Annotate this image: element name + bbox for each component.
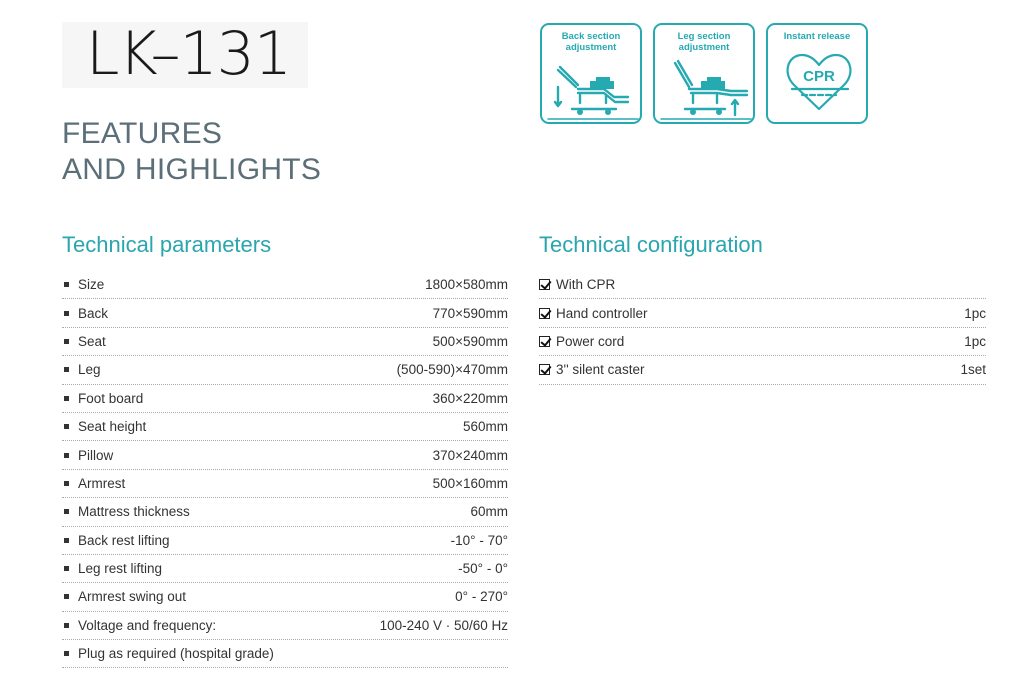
back-section-card (540, 23, 642, 124)
config-label: With CPR (556, 277, 616, 293)
checkbox-checked-icon (539, 336, 550, 347)
features-heading (62, 116, 321, 188)
param-row (62, 328, 508, 356)
param-value: 100-240 V · 50/60 Hz (379, 617, 508, 633)
bullet-icon (64, 367, 69, 372)
bullet-icon (64, 424, 69, 429)
param-row (62, 583, 508, 611)
param-label: Back (78, 305, 109, 321)
param-label: Voltage and frequency: (78, 617, 217, 633)
param-value: 770×590mm (432, 305, 508, 321)
param-label: Pillow (78, 447, 114, 463)
model-number: LK–131 (86, 19, 291, 89)
param-label: Leg (78, 362, 101, 378)
config-value: 1set (960, 362, 986, 378)
param-label: Seat height (78, 419, 147, 435)
param-label: Mattress thickness (78, 504, 190, 520)
param-row (62, 470, 508, 498)
checkbox-checked-icon (539, 364, 550, 375)
config-value: 1pc (964, 305, 986, 321)
config-row (539, 328, 986, 356)
config-label: Hand controller (556, 305, 648, 321)
param-value: -50° - 0° (458, 561, 508, 577)
param-row (62, 271, 508, 299)
bullet-icon (64, 282, 69, 287)
cpr-badge: CPR (803, 68, 835, 85)
features-line-1: FEATURES (62, 117, 223, 150)
param-row (62, 612, 508, 640)
param-label: Foot board (78, 390, 144, 406)
leg-section-caption: Leg section adjustment (677, 31, 731, 53)
config-value: 1pc (964, 333, 986, 349)
param-value: 560mm (462, 419, 508, 435)
param-value: -10° - 70° (450, 532, 508, 548)
back-section-caption: Back section adjustment (561, 31, 621, 53)
param-label: Leg rest lifting (78, 561, 163, 577)
param-row (62, 441, 508, 469)
bullet-icon (64, 509, 69, 514)
bullet-icon (64, 453, 69, 458)
cpr-heart-icon (768, 25, 870, 126)
back-section-adjust-icon (542, 25, 644, 126)
param-value: (500-590)×470mm (396, 362, 508, 378)
bullet-icon (64, 339, 69, 344)
feature-icons (540, 23, 868, 124)
param-value: 360×220mm (432, 390, 508, 406)
param-label: Size (78, 277, 105, 293)
config-label: Power cord (556, 333, 625, 349)
instant-release-caption: Instant release (783, 31, 851, 42)
param-value: 60mm (470, 504, 508, 520)
param-value: 0° - 270° (455, 589, 508, 605)
param-row (62, 498, 508, 526)
technical-configuration-list (539, 271, 986, 385)
param-row (62, 356, 508, 384)
param-value: 500×590mm (432, 333, 508, 349)
leg-section-adjust-icon (655, 25, 757, 126)
param-row (62, 640, 508, 668)
features-line-2: AND HIGHLIGHTS (62, 153, 322, 186)
bullet-icon (64, 396, 69, 401)
param-row (62, 527, 508, 555)
param-row (62, 385, 508, 413)
param-value: 370×240mm (432, 447, 508, 463)
config-label: 3'' silent caster (556, 362, 645, 378)
config-row (539, 356, 986, 384)
bullet-icon (64, 311, 69, 316)
param-label: Plug as required (hospital grade) (78, 646, 274, 662)
technical-parameters-title: Technical parameters (62, 232, 272, 257)
bullet-icon (64, 481, 69, 486)
technical-parameters-list (62, 271, 508, 668)
bullet-icon (64, 651, 69, 656)
technical-configuration-title: Technical configuration (539, 232, 763, 257)
bullet-icon (64, 538, 69, 543)
param-row (62, 555, 508, 583)
param-label: Seat (78, 333, 106, 349)
bullet-icon (64, 566, 69, 571)
param-row (62, 299, 508, 327)
param-value: 1800×580mm (425, 277, 508, 293)
checkbox-checked-icon (539, 308, 550, 319)
checkbox-checked-icon (539, 279, 550, 290)
config-row (539, 271, 986, 299)
param-label: Armrest (78, 475, 126, 491)
config-row (539, 299, 986, 327)
param-value: 500×160mm (432, 475, 508, 491)
param-label: Armrest swing out (78, 589, 187, 605)
leg-section-card (653, 23, 755, 124)
bullet-icon (64, 623, 69, 628)
param-label: Back rest lifting (78, 532, 170, 548)
instant-release-card (766, 23, 868, 124)
param-row (62, 413, 508, 441)
bullet-icon (64, 594, 69, 599)
